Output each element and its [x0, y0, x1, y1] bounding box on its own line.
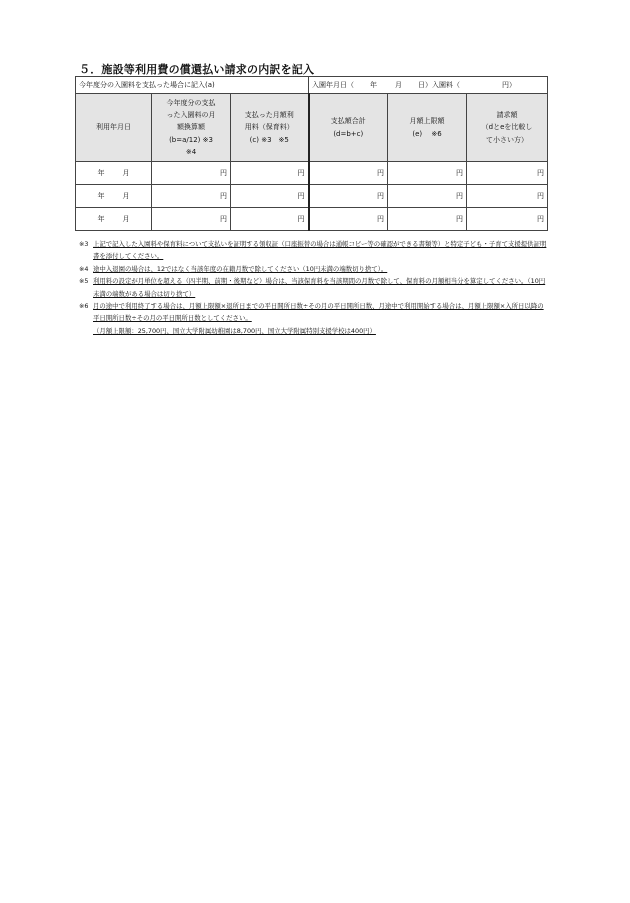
monthly-fee-field[interactable]: 円 [231, 162, 309, 185]
note-text: 途中入退園の場合は、12ではなく当該年度の在籍月数で除してください（10円未満の端数切り捨て）。 [93, 264, 388, 273]
entry-fee-label: 今年度分の入園料を支払った場合に記入(a) [76, 77, 309, 94]
claim-amount-field[interactable]: 円 [467, 208, 548, 231]
claim-amount-field[interactable]: 円 [467, 185, 548, 208]
monthly-cap-field[interactable]: 円 [388, 208, 467, 231]
claim-breakdown-table [75, 76, 548, 231]
monthly-fee-field[interactable]: 円 [231, 185, 309, 208]
claim-amount-field[interactable]: 円 [467, 162, 548, 185]
monthly-fee-field[interactable]: 円 [231, 208, 309, 231]
monthly-entry-fee-field[interactable]: 円 [152, 208, 231, 231]
entry-day-unit: 日）入園料（ [418, 81, 461, 89]
entry-fee-row [76, 77, 548, 94]
note-text: 利用料の設定が月単位を超える（四半期、前期・後期など）場合は、当該保育料を当該期間の月数で除して、保育料の月額相当分を算定してください。（10円未満の端数がある場合は切り捨て） [93, 277, 546, 298]
total-paid-field[interactable]: 円 [309, 162, 388, 185]
section-title: ５．施設等利用費の償還払い請求の内訳を記入 [79, 63, 315, 76]
note-mark: ※6 [79, 302, 89, 311]
header-claim-amount: 請求額 （dとeを比較し て小さい方） [467, 94, 548, 162]
header-row [76, 94, 548, 162]
entry-date-fee-field[interactable] [309, 77, 548, 94]
monthly-cap-field[interactable]: 円 [388, 162, 467, 185]
header-monthly-entry-fee: 今年度分の支払 った入園料の月 額換算額 (b=a/12) ※3 ※4 [152, 94, 231, 162]
note-3 [79, 238, 549, 263]
table-row [76, 185, 548, 208]
monthly-entry-fee-field[interactable]: 円 [152, 162, 231, 185]
header-monthly-fee-paid: 支払った月額利 用料（保育料） (c) ※3 ※5 [231, 94, 309, 162]
table-row [76, 162, 548, 185]
entry-month-unit: 月 [395, 81, 403, 89]
usage-date-field[interactable]: 年 月 [76, 162, 152, 185]
header-monthly-cap: 月額上限額 (e) ※6 [388, 94, 467, 162]
entry-fee-yen-unit: 円） [502, 81, 517, 89]
table-row [76, 208, 548, 231]
note-text: 月の途中で利用終了する場合は、月額上限額×退所日までの平日開所日数÷その月の平日開所日数、月途中で利用開始する場合は、月額上限額×入所日以降の平日開所日数÷その月の平日開所日数としてください。 [93, 302, 544, 323]
usage-date-field[interactable]: 年 月 [76, 208, 152, 231]
total-paid-field[interactable]: 円 [309, 185, 388, 208]
note-5 [79, 275, 549, 300]
header-total-paid: 支払額合計 (d=b+c) [309, 94, 388, 162]
note-mark: ※4 [79, 264, 89, 273]
note-4 [79, 263, 549, 275]
monthly-entry-fee-field[interactable]: 円 [152, 185, 231, 208]
note-6 [79, 300, 549, 325]
header-usage-date: 利用年月日 [76, 94, 152, 162]
monthly-cap-field[interactable]: 円 [388, 185, 467, 208]
total-paid-field[interactable]: 円 [309, 208, 388, 231]
entry-date-label: 入園年月日（ [312, 81, 355, 89]
usage-date-field[interactable]: 年 月 [76, 185, 152, 208]
entry-year-unit: 年 [370, 81, 378, 89]
monthly-cap-note: （月額上限額：25,700円、国立大学附属幼稚園は8,700円、国立大学附属特別支援学校は400円） [93, 326, 376, 335]
note-text: 上記で記入した入園料や保育料について支払いを証明する領収証（口座振替の場合は通帳コピー等の確認ができる書類等）と特定子ども・子育て支援提供証明書を添付してください。 [93, 240, 547, 261]
note-mark: ※3 [79, 240, 89, 248]
notes-section [79, 238, 549, 337]
note-mark: ※5 [79, 277, 89, 286]
